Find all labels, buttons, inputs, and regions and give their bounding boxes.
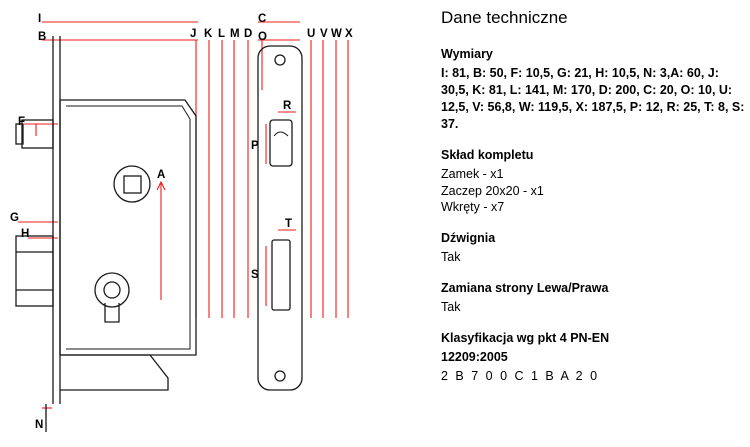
dim-label-M: M (230, 28, 240, 40)
dim-label-J: J (190, 28, 197, 40)
section-heading-dzwignia: Dźwignia (441, 231, 496, 246)
dim-label-H: H (21, 228, 30, 240)
lock-body-outline (16, 36, 196, 432)
section-heading-sklad-kompletu: Skład kompletu (441, 147, 534, 162)
section-heading-klasyfikacja-line2: 12209:2005 (441, 349, 508, 364)
dimensions-values: I: 81, B: 50, F: 10,5, G: 21, H: 10,5, N: 3,A: 60, J: 30,5, K: 81, L: 141, M: 170, D: 200, C: 20, O: 10, U: 12,5, V: 56,8, W: 119,5, X: 187,5, P: 12, R: 25, T: 8, S: 37. (441, 66, 745, 131)
dim-label-S: S (251, 269, 259, 281)
section-heading-zamiana-strony: Zamiana strony Lewa/Prawa (441, 281, 609, 296)
dim-label-P: P (251, 140, 259, 152)
dim-label-N: N (35, 419, 44, 431)
technical-data-panel (441, 0, 750, 447)
kit-item-strike: Zaczep 20x20 - x1 (441, 183, 544, 198)
kit-item-screws: Wkręty - x7 (441, 200, 505, 215)
page-title: Dane techniczne (441, 8, 568, 27)
section-heading-klasyfikacja-line1: Klasyfikacja wg pkt 4 PN-EN (441, 330, 610, 345)
dim-label-B: B (38, 31, 47, 43)
dim-label-C: C (258, 13, 267, 25)
spacer (441, 216, 750, 230)
section-heading-wymiary: Wymiary (441, 47, 493, 62)
dim-label-K: K (204, 28, 213, 40)
dimension-lines-red (18, 22, 348, 418)
kit-item-lock: Zamek - x1 (441, 166, 504, 181)
dim-label-R: R (283, 100, 292, 112)
dzwignia-value: Tak (441, 250, 461, 265)
klasyfikacja-code: 2 B 7 0 0 C 1 B A 2 0 (441, 368, 600, 383)
dim-label-D: D (244, 28, 253, 40)
dim-label-X: X (345, 28, 353, 40)
zamiana-strony-value: Tak (441, 299, 461, 314)
dim-label-F: F (18, 116, 26, 128)
dim-label-T: T (285, 218, 293, 230)
dim-label-I: I (38, 13, 42, 25)
dim-label-U: U (307, 28, 316, 40)
strike-plate (258, 46, 302, 390)
dim-label-A: A (157, 169, 166, 181)
spacer (441, 133, 750, 147)
spacer (441, 266, 750, 280)
dim-label-V: V (320, 28, 328, 40)
dim-label-L: L (218, 28, 226, 40)
dim-label-O: O (258, 31, 267, 43)
dim-label-G: G (10, 212, 19, 224)
dim-label-W: W (331, 28, 342, 40)
spacer (441, 316, 750, 330)
